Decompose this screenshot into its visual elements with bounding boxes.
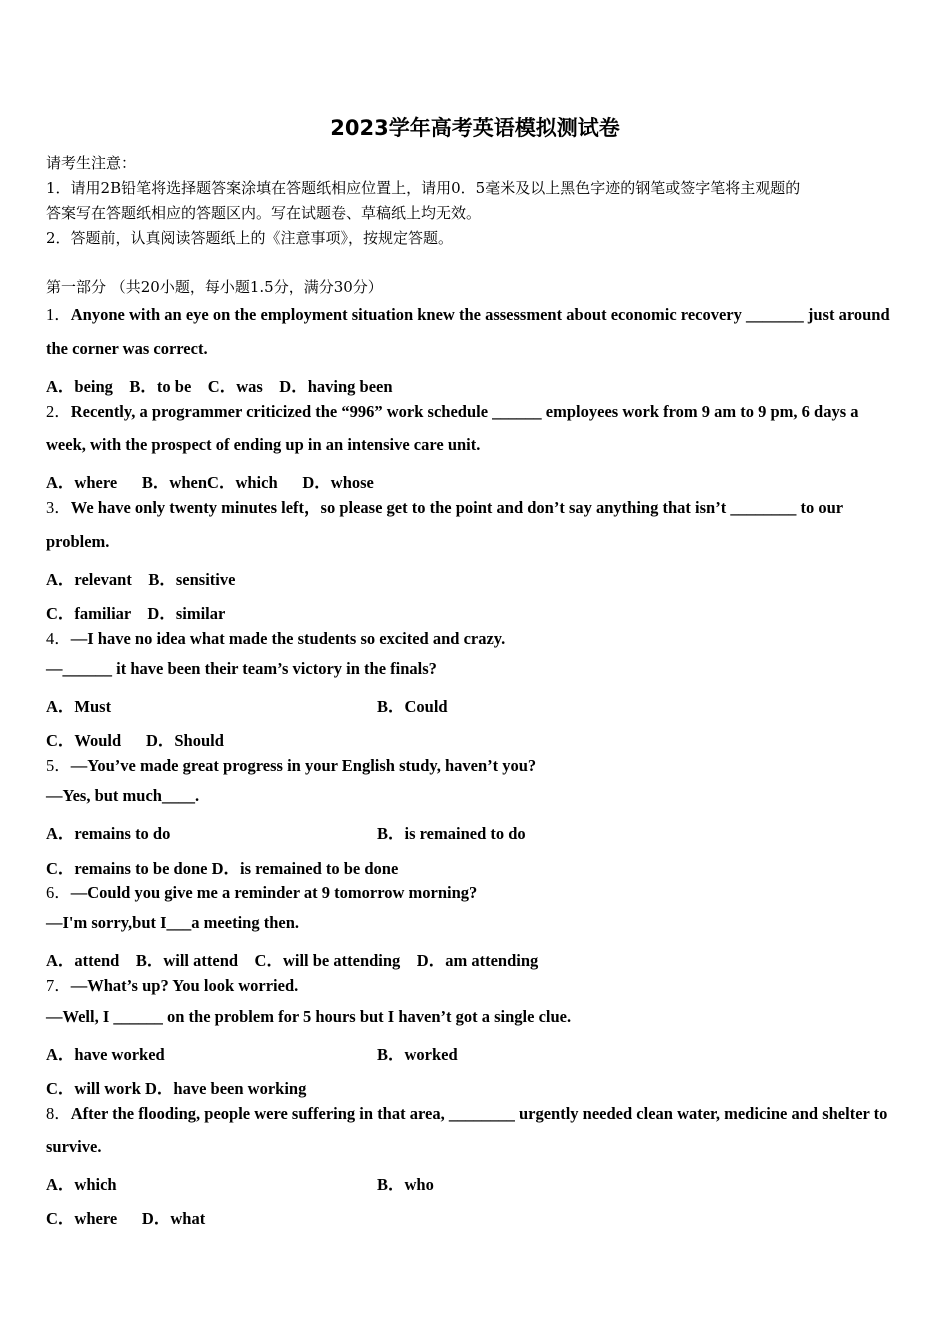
options-line: A．attend B．will attend C．will be attending D．am attending (46, 951, 539, 970)
question-4 (46, 625, 505, 649)
question-number: 1． (46, 305, 71, 324)
options-line: A．being B．to be C．was D．having been (46, 377, 393, 396)
question-number: 7． (46, 976, 71, 995)
question-text-cont: —Yes, but much____. (46, 786, 200, 805)
question-5 (46, 752, 536, 776)
options-line: C．will work D．have been working (46, 1079, 307, 1098)
question-text: We have only twenty minutes left，so please get to the point and don’t say anything that isn’t ________ to our (70, 498, 844, 517)
question-text: —You’ve made great progress in your English study, haven’t you? (70, 756, 537, 775)
question-number: 2． (46, 402, 71, 421)
option-a: A．which (46, 1175, 117, 1194)
question-2 (46, 398, 859, 422)
question-text: After the flooding, people were suffering in that area, ________ urgently needed clean water, medicine and shelter to (70, 1104, 888, 1123)
question-1 (46, 301, 890, 325)
question-text-cont: survive. (46, 1137, 102, 1156)
option-b: B．is remained to do (377, 824, 526, 843)
option-b: B．worked (377, 1045, 458, 1064)
question-text-cont: the corner was correct. (46, 339, 208, 358)
option-a: A．remains to do (46, 824, 171, 843)
options-line: C．where D．what (46, 1209, 206, 1228)
notice-line: 答案写在答题纸相应的答题区内。写在试题卷、草稿纸上均无效。 (46, 204, 482, 222)
option-a: A．Must (46, 697, 112, 716)
question-number: 8． (46, 1104, 71, 1123)
question-6 (46, 879, 477, 903)
question-text: —What’s up? You look worried. (70, 976, 299, 995)
question-number: 6． (46, 883, 71, 902)
options-line: C．familiar D．similar (46, 604, 226, 623)
question-text-cont: —I'm sorry,but I___a meeting then. (46, 913, 299, 932)
option-a: A．have worked (46, 1045, 165, 1064)
question-text-cont: problem. (46, 532, 110, 551)
options-line: C．Would D．Should (46, 731, 224, 750)
question-text: —Could you give me a reminder at 9 tomorrow morning? (70, 883, 478, 902)
question-7 (46, 972, 298, 996)
options-line: A．relevant B．sensitive (46, 570, 236, 589)
question-number: 5． (46, 756, 71, 775)
page-title: 2023学年高考英语模拟测试卷 (330, 116, 620, 140)
notice-heading: 请考生注意： (46, 154, 137, 172)
question-3 (46, 494, 843, 518)
options-line: C．remains to be done D．is remained to be done (46, 859, 399, 878)
question-number: 4． (46, 629, 71, 648)
question-text-cont: —______ it have been their team’s victory in the finals? (46, 659, 437, 678)
question-text-cont: —Well, I ______ on the problem for 5 hours but I haven’t got a single clue. (46, 1007, 572, 1026)
section-heading: 第一部分 （共20小题，每小题1.5分，满分30分） (46, 278, 383, 296)
question-number: 3． (46, 498, 71, 517)
question-8 (46, 1100, 887, 1124)
notice-line: 2．答题前，认真阅读答题纸上的《注意事项》，按规定答题。 (46, 229, 454, 247)
question-text-cont: week, with the prospect of ending up in an intensive care unit. (46, 435, 481, 454)
options-line: A．where B．whenC．which D．whose (46, 473, 374, 492)
question-text: —I have no idea what made the students so excited and crazy. (70, 629, 506, 648)
option-b: B．who (377, 1175, 434, 1194)
notice-line: 1．请用2B铅笔将选择题答案涂填在答题纸相应位置上，请用0．5毫米及以上黑色字迹的钢笔或签字笔将主观题的 (46, 179, 801, 197)
question-text: Anyone with an eye on the employment situation knew the assessment about economic recovery _______ just around (70, 305, 890, 324)
option-b: B．Could (377, 697, 448, 716)
question-text: Recently, a programmer criticized the “996” work schedule ______ employees work from 9 am to 9 pm, 6 days a (70, 402, 859, 421)
